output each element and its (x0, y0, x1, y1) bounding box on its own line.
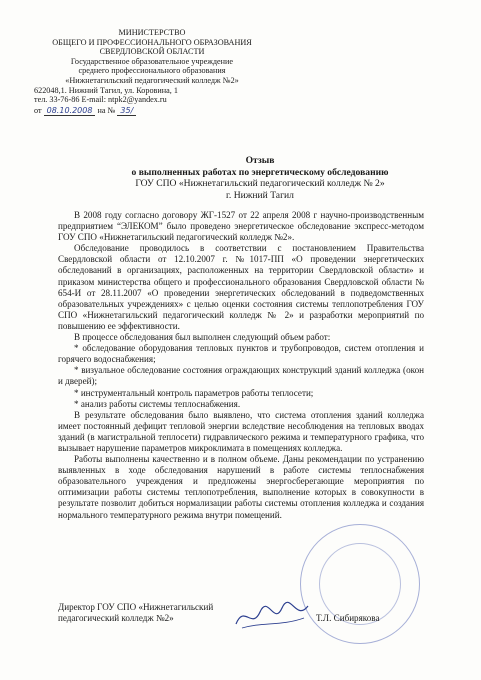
title-line-2: о выполненных работах по энергетическому обследованию (131, 166, 389, 178)
paragraph-2: Обследование проводилось в соответствии с постановлением Правительства Свердловской области от 12.10.2007 г. №1017-ПП «О проведении энергетических обследований в организациях, расположенных на территории Свердловской области» и приказом министерства общего и профессионального образования Свердловской области № 654-И от 28.11.2007 «О проведении энергетических обследований в подведомственных образовательных учреждениях» с целью оценки состояния системы теплопотребления ГОУ СПО «Нижнетагильский педагогический колледж № 2» и разработки мероприятий по повышению ее эффективности. (58, 243, 424, 331)
paragraph-1: В 2008 году согласно договору ЖГ-1527 от 22 апреля 2008 г научно-производственным предприятием “ЭЛЕКОМ” было проведено энергетическое обследование экспресс-методом ГОУ СПО «Нижнетагильский педагогический колледж №2». (58, 210, 424, 243)
institution-line-3: «Нижнетагильский педагогический колледж №2» (65, 75, 239, 85)
signature-title-2: педагогический колледж №2» (58, 613, 174, 624)
number-value: 35/ (117, 106, 136, 117)
signature-title-1: Директор ГОУ СПО «Нижнетагильский (58, 602, 214, 612)
title-line-4: г. Нижний Тагил (226, 189, 294, 201)
signatory-name: Т.Л. Сибирякова (316, 613, 380, 623)
bullet-1: * обследование оборудования тепловых пунктов и трубопроводов, систем отопления и горячего водоснабжения; (58, 343, 424, 365)
ministry-line-2: ОБЩЕГО И ПРОФЕССИОНАЛЬНОГО ОБРАЗОВАНИЯ (52, 37, 252, 47)
document-title (60, 155, 460, 201)
paragraph-5: Работы выполнены качественно и в полном объеме. Даны рекомендации по устранению выявленных в ходе обследования нарушений в работе системы теплоснабжения образовательного учреждения и предложены энергосберегающие мероприятия по оптимизации работы системы теплопотребления, выполнение которых в совокупности в результате позволит добиться нормализации работы системы отопления колледжа и создания нормального температурного режима внутри помещений. (58, 454, 424, 520)
bullet-4: * анализ работы системы теплоснабжения. (74, 398, 241, 409)
institution-line-2: среднего профессионального образования (78, 66, 226, 76)
date-value: 08.10.2008 (44, 106, 96, 117)
title-line-3: ГОУ СПО «Нижнетагильский педагогический колледж № 2» (135, 178, 385, 190)
paragraph-4: В результате обследования было выявлено, что система отопления зданий колледжа имеет постоянный дефицит тепловой энергии вследствие несоблюдения на тепловых вводах зданий (в магистральной теплосети) гидравлического режима и температурного графика, что вызывает нарушение параметров микроклимата в помещениях колледжа. (58, 409, 424, 453)
ministry-line-3: СВЕРДЛОВСКОЙ ОБЛАСТИ (99, 47, 205, 57)
date-number-line (32, 106, 272, 117)
letterhead (32, 28, 272, 116)
from-label: от (34, 105, 42, 115)
ministry-line-1: МИНИСТЕРСТВО (118, 28, 186, 37)
signature-block (58, 602, 438, 624)
title-line-1: Отзыв (245, 155, 275, 166)
document-body (58, 210, 424, 521)
number-label: на № (97, 105, 116, 115)
institution-line-1: Государственное образовательное учреждение (70, 56, 234, 66)
bullet-2: * визуальное обследование состояния ограждающих конструкций зданий колледжа (окон и дверей); (58, 365, 424, 387)
contact-line: тел. 33-76-86 E-mail: ntpk2@yandex.ru (34, 95, 167, 105)
address-line: 622048,1. Нижний Тагил, ул. Коровина, 1 (34, 85, 178, 95)
paragraph-3: В процессе обследования был выполнен следующий объем работ: (74, 332, 331, 343)
bullet-3: * инструментальный контроль параметров работы теплосети; (74, 387, 314, 398)
official-stamp (300, 524, 420, 644)
